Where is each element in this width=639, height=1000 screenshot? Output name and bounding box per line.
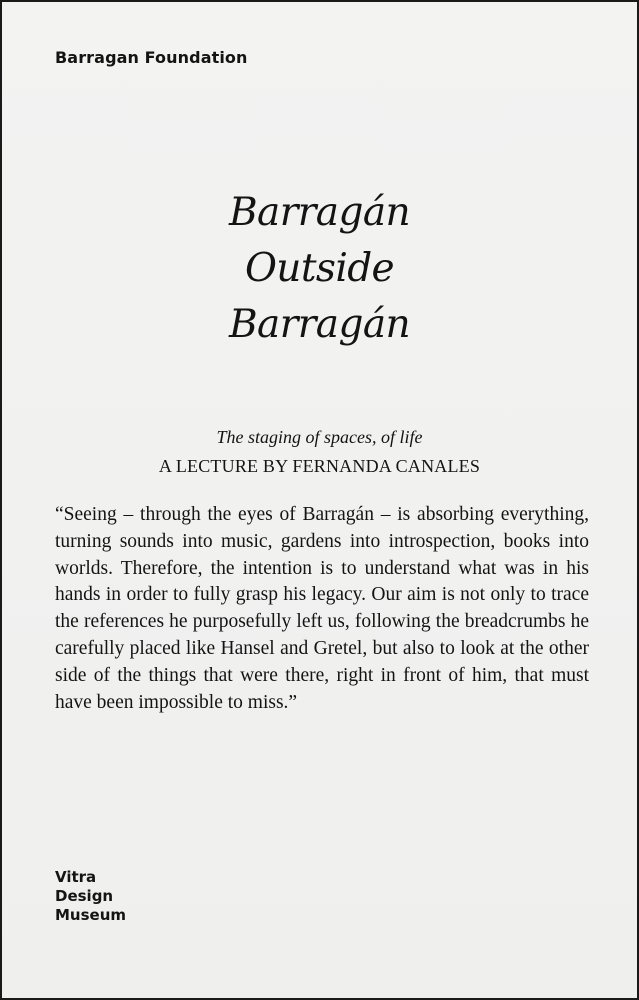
book-title xyxy=(2,185,637,353)
museum-line: Vitra xyxy=(55,868,97,886)
publisher-name: Barragan Foundation xyxy=(55,48,248,67)
title-line: Barragán xyxy=(229,190,410,235)
museum-logo xyxy=(55,868,126,925)
title-line: Outside xyxy=(244,246,395,291)
museum-line: Design xyxy=(55,887,114,905)
title-line: Barragán xyxy=(229,302,410,347)
quote-text: “Seeing – through the eyes of Barragán – is absorbing everything, turning sounds into music, gardens into introspection, books into worlds. Therefore, the intention is to understand what was in his hands in order to fully grasp his legacy. Our aim is not only to trace the references he purposefully left us, following the breadcrumbs he carefully placed like Hansel and Gretel, but also to look at the other side of the things that were there, right in front of him, that must have been impossible to miss.” xyxy=(55,504,589,713)
subtitle: The staging of spaces, of life xyxy=(216,427,423,447)
lecture-credit: A LECTURE BY FERNANDA CANALES xyxy=(158,456,481,476)
museum-line: Museum xyxy=(55,906,127,924)
